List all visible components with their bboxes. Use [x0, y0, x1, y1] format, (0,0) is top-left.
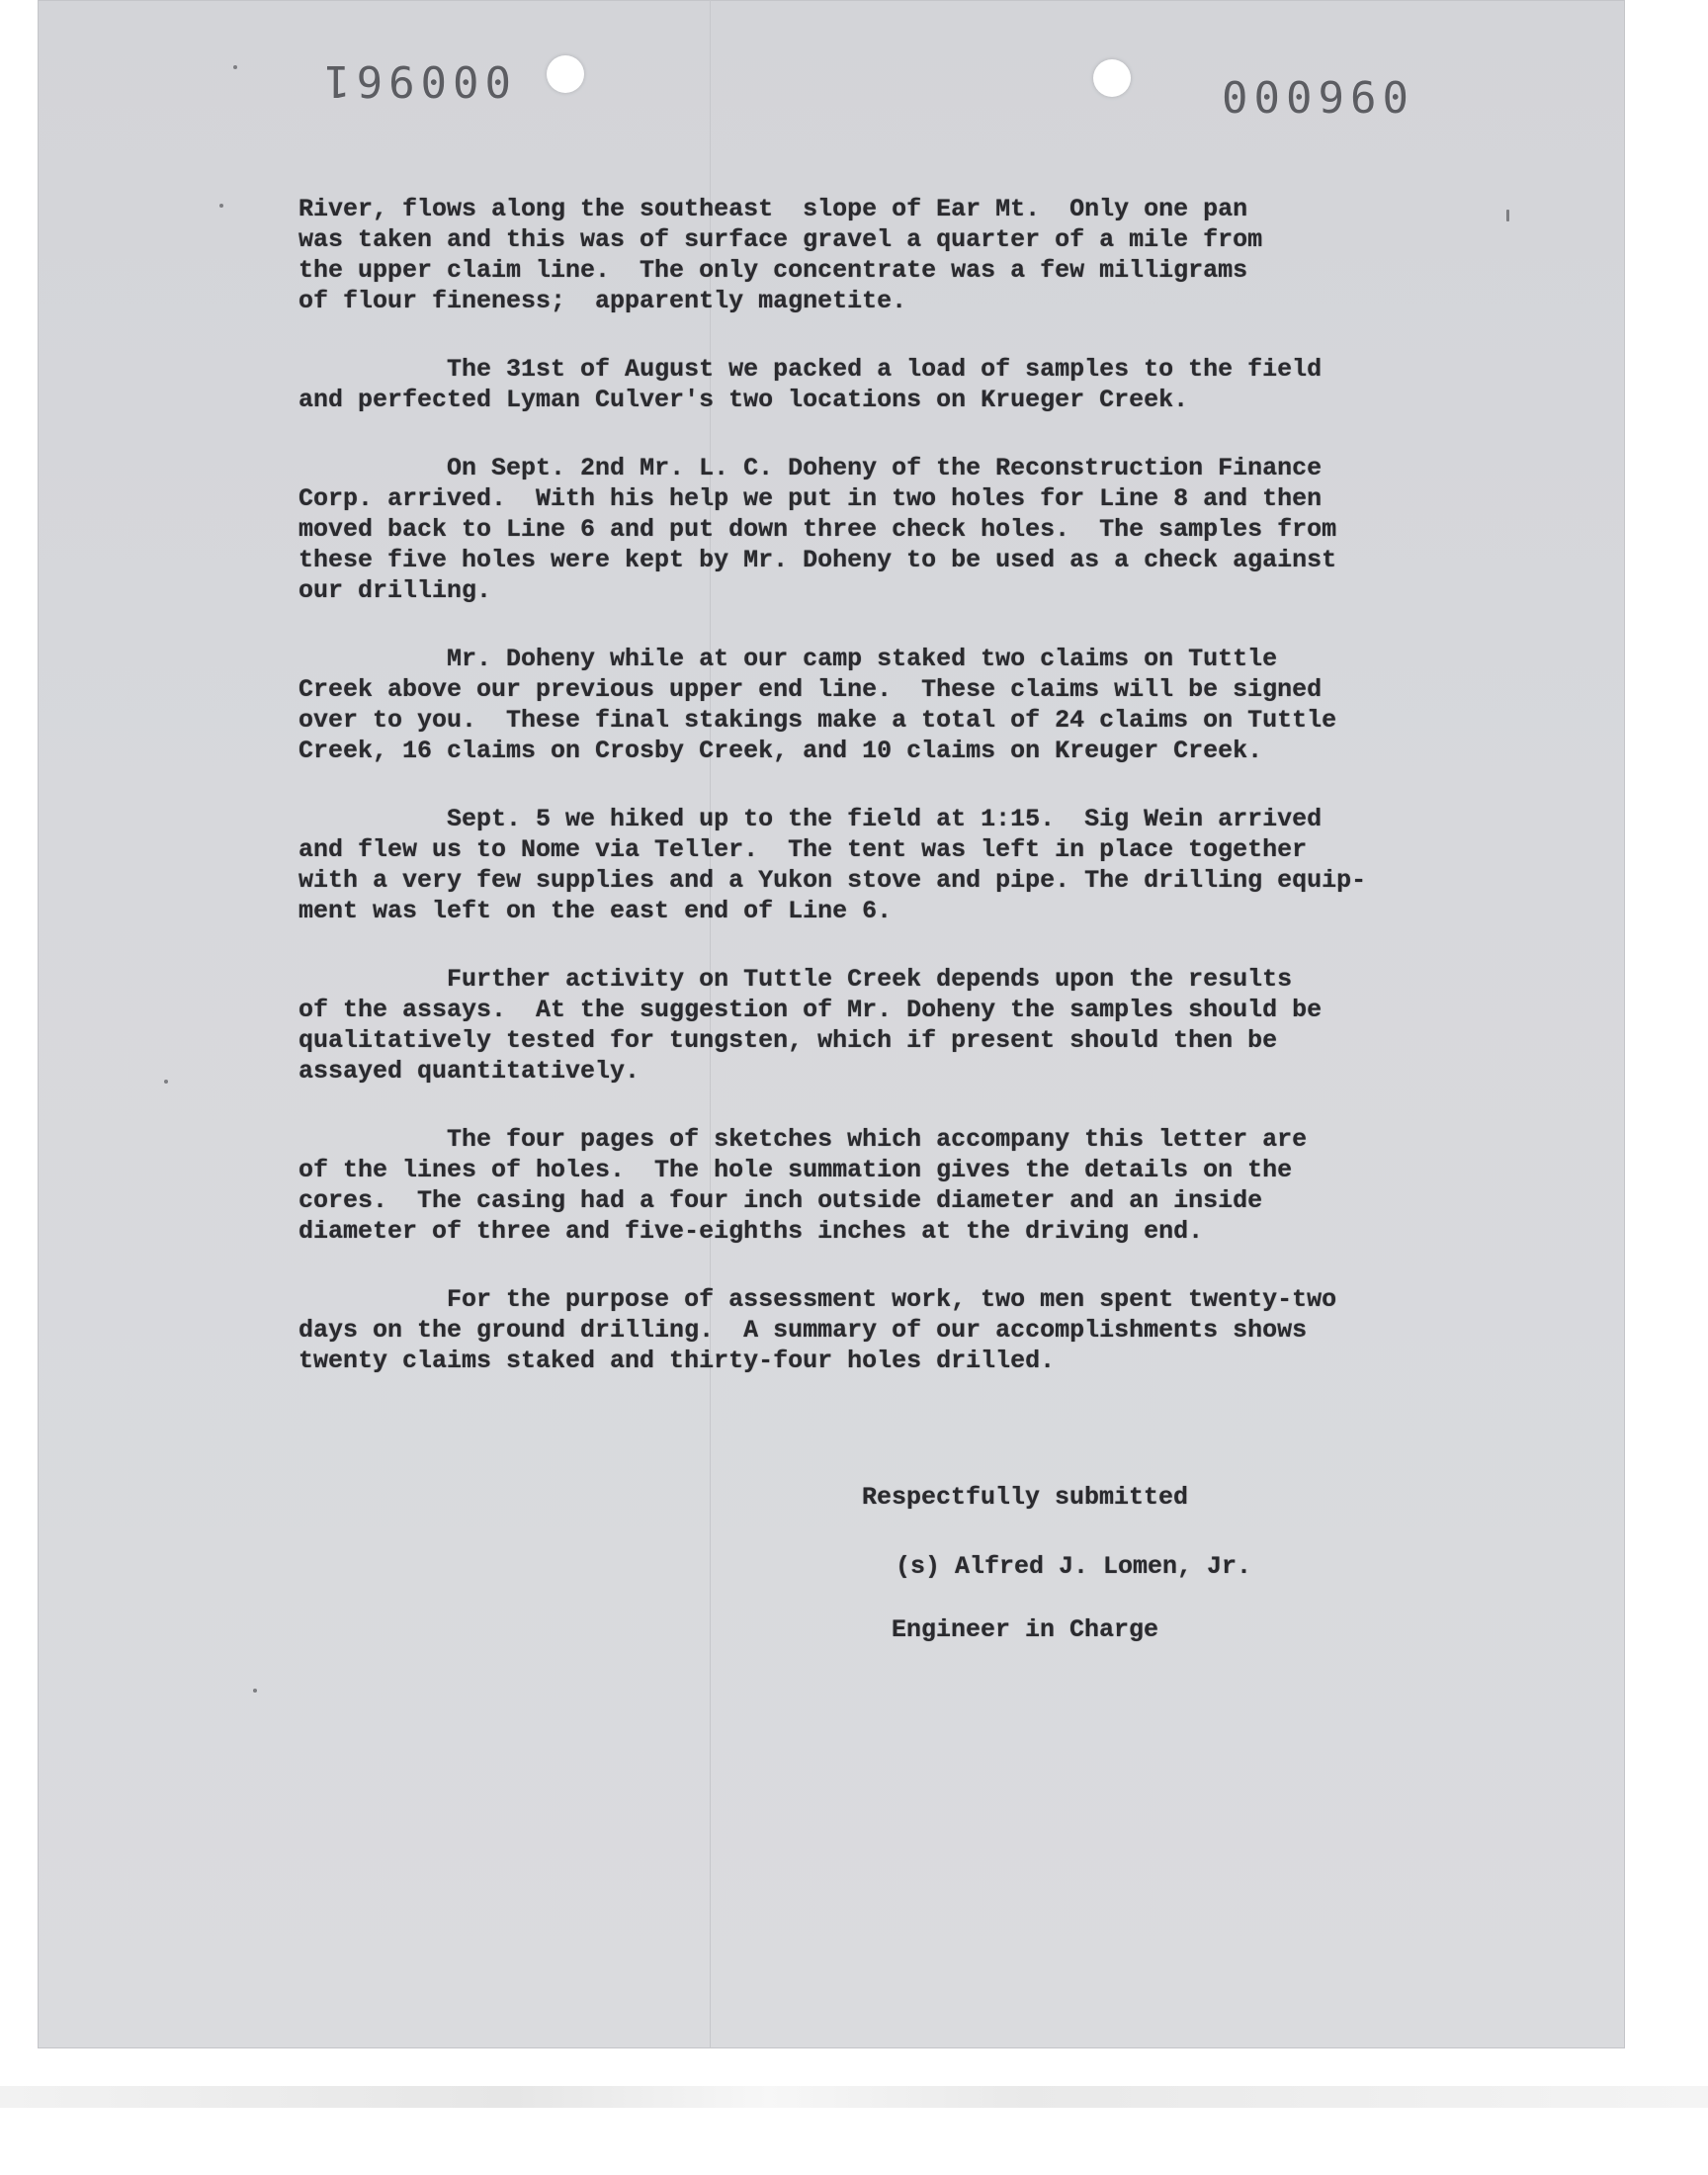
page-number-stamp: 000960 [1222, 73, 1414, 124]
scan-speck [253, 1689, 257, 1693]
punch-hole-right [1093, 59, 1131, 97]
paragraph-6: Further activity on Tuttle Creek depends upon the results of the assays. At the suggestion of Mr. Doheny the samples should be qualitatively tested for tungsten, which if present should then be assayed quantitatively. [299, 965, 1323, 1086]
paragraph-1: River, flows along the southeast slope of Ear Mt. Only one pan was taken and this was of surface gravel a quarter of a mile from the upper claim line. The only concentrate was a few milligrams of flour fineness; apparently magnetite. [299, 195, 1263, 315]
scan-bottom-strip [0, 2086, 1708, 2108]
paragraph-2: The 31st of August we packed a load of samples to the field and perfected Lyman Culver's two locations on Krueger Creek. [299, 355, 1323, 414]
paragraph-5: Sept. 5 we hiked up to the field at 1:15. Sig Wein arrived and flew us to Nome via Teller. The tent was left in place together with a very few supplies and a Yukon stove and pipe. The drilling equip- ment was left on the east end of Line 6. [299, 805, 1367, 925]
paragraph-4: Mr. Doheny while at our camp staked two claims on Tuttle Creek above our previous upper end line. These claims will be signed over to you. These final stakings make a total of 24 claims on Tuttle Creek, 16 claims on Crosby Creek, and 10 claims on Kreuger Creek. [299, 645, 1337, 765]
signer-title: Engineer in Charge [892, 1615, 1159, 1644]
paragraph-8: For the purpose of assessment work, two men spent twenty-two days on the ground drilling. A summary of our accomplishments shows twenty claims staked and thirty-four holes drilled. [299, 1285, 1337, 1375]
paragraph-3: On Sept. 2nd Mr. L. C. Doheny of the Reconstruction Finance Corp. arrived. With his help we put in two holes for Line 8 and then moved back to Line 6 and put down three check holes. The samples from these five holes were kept by Mr. Doheny to be used as a check against our drilling. [299, 454, 1337, 605]
page-number-stamp-upside-down: 000961 [318, 55, 511, 106]
scan-speck [219, 204, 223, 208]
signer-name: (s) Alfred J. Lomen, Jr. [896, 1552, 1252, 1581]
closing-line: Respectfully submitted [862, 1483, 1189, 1512]
scan-mark [1506, 210, 1509, 221]
paragraph-7: The four pages of sketches which accompany this letter are of the lines of holes. The hole summation gives the details on the cores. The casing had a four inch outside diameter and an inside diameter of three and five-eighths inches at the driving end. [299, 1125, 1308, 1246]
punch-hole-left [547, 55, 584, 93]
scan-speck [233, 65, 237, 69]
letter-body [299, 194, 1485, 1414]
scan-speck [164, 1080, 168, 1084]
